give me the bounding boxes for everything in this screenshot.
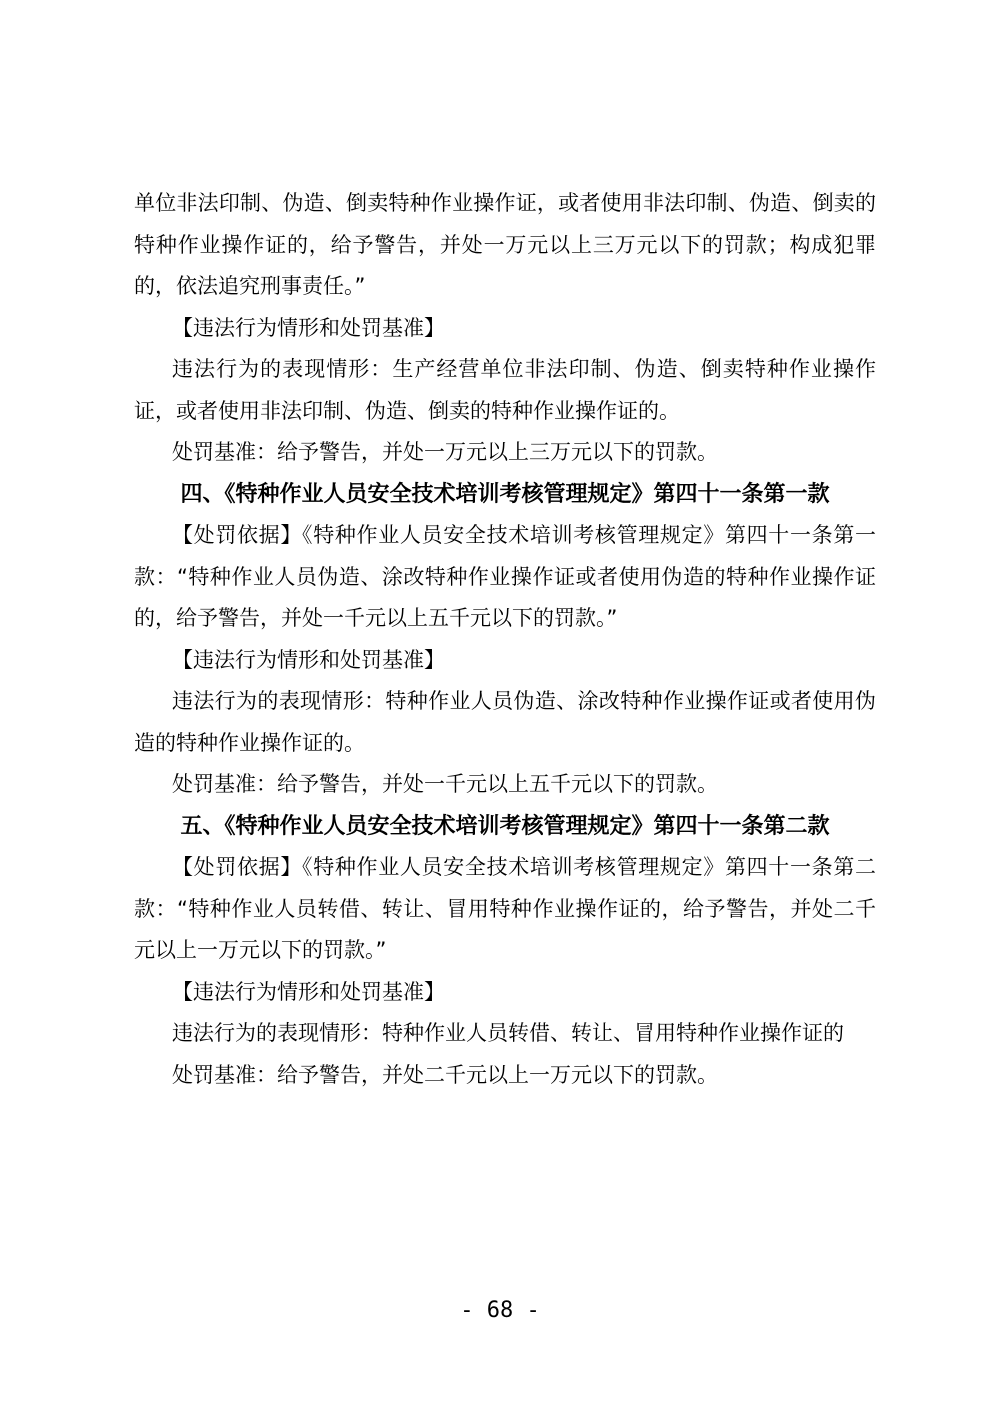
section-label-violation: 【违法行为情形和处罚基准】 bbox=[172, 647, 445, 672]
paragraph-penalty-standard: 处罚基准：给予警告，并处一万元以上三万元以下的罚款。 bbox=[172, 440, 718, 464]
paragraph-violation-description: 违法行为的表现情形：特种作业人员转借、转让、冒用特种作业操作证的 bbox=[172, 1021, 844, 1045]
paragraph-penalty-standard: 处罚基准：给予警告，并处二千元以上一万元以下的罚款。 bbox=[172, 1062, 718, 1087]
paragraph-violation-description: 违法行为的表现情形：特种作业人员伪造、涂改特种作业操作证或者使用伪造的特种作业操作证的。 bbox=[134, 689, 876, 755]
paragraph-penalty-basis: 【处罚依据】《特种作业人员安全技术培训考核管理规定》第四十一条第二款：“特种作业人员转借、转让、冒用特种作业操作证的，给予警告，并处二千元以上一万元以下的罚款。” bbox=[134, 855, 876, 962]
page-number: - 68 - bbox=[460, 1298, 540, 1323]
paragraph-violation-description: 违法行为的表现情形：生产经营单位非法印制、伪造、倒卖特种作业操作证，或者使用非法印制、伪造、倒卖的特种作业操作证的。 bbox=[134, 357, 876, 423]
paragraph-continuation: 单位非法印制、伪造、倒卖特种作业操作证，或者使用非法印制、伪造、倒卖的特种作业操作证的，给予警告，并处一万元以上三万元以下的罚款；构成犯罪的，依法追究刑事责任。” bbox=[134, 191, 876, 298]
section-heading-4: 四、《特种作业人员安全技术培训考核管理规定》第四十一条第一款 bbox=[180, 480, 830, 507]
section-label-violation: 【违法行为情形和处罚基准】 bbox=[172, 315, 445, 340]
section-label-violation: 【违法行为情形和处罚基准】 bbox=[172, 979, 445, 1004]
page-content bbox=[134, 183, 876, 1096]
paragraph-penalty-basis: 【处罚依据】《特种作业人员安全技术培训考核管理规定》第四十一条第一款：“特种作业人员伪造、涂改特种作业操作证或者使用伪造的特种作业操作证的，给予警告，并处一千元以上五千元以下的罚款。” bbox=[134, 523, 876, 630]
section-heading-5: 五、《特种作业人员安全技术培训考核管理规定》第四十一条第二款 bbox=[180, 812, 830, 839]
paragraph-penalty-standard: 处罚基准：给予警告，并处一千元以上五千元以下的罚款。 bbox=[172, 772, 718, 796]
